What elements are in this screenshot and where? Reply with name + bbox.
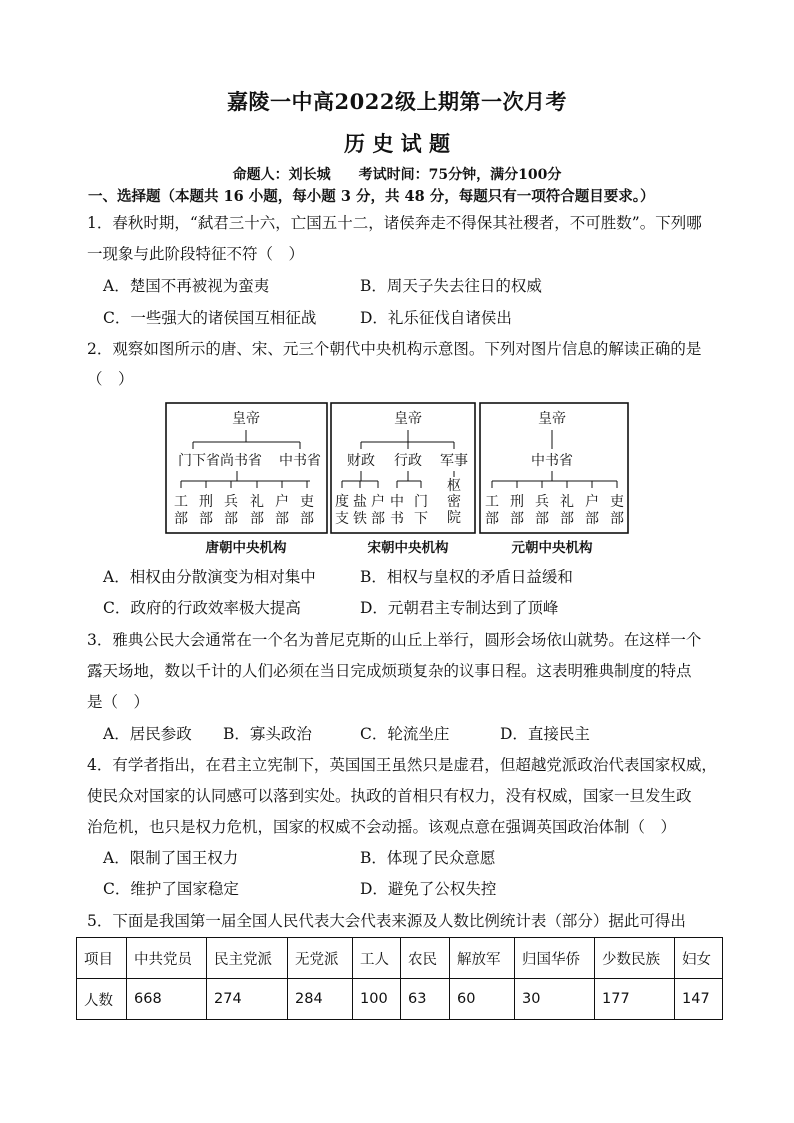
- q2-stem-line1: 2．观察如图所示的唐、宋、元三个朝代中央机构示意图。下列对图片信息的解读正确的是: [87, 340, 702, 358]
- q3-stem-line3: 是（ ）: [87, 693, 150, 711]
- tang-zhongshu: 中书省: [279, 453, 321, 469]
- song-sub-char: 密: [447, 494, 461, 510]
- q1-stem-line2: 一现象与此阶段特征不符（ ）: [87, 245, 305, 263]
- song-sub-char: 院: [447, 510, 461, 526]
- tang-ministry-char: 部: [224, 511, 238, 527]
- q4-stem-line1: 4．有学者指出，在君主立宪制下，英国国王虽然只是虚君，但超越党派政治代表国家权威，: [87, 756, 717, 774]
- yuan-ministry-char: 刑: [510, 494, 524, 510]
- q2-option-c: C．政府的行政效率极大提高: [103, 599, 301, 617]
- q1-stem-line1: 1．春秋时期，“弑君三十六，亡国五十二，诸侯奔走不得保其社稷者，不可胜数”。下列哪: [87, 214, 702, 232]
- q4-stem-line3: 治危机，也只是权力危机，国家的权威不会动摇。该观点意在强调英国政治体制（ ）: [87, 818, 677, 836]
- q1-option-a: A．楚国不再被视为蛮夷: [103, 277, 270, 295]
- song-sub-char: 部: [371, 511, 385, 527]
- song-sub-char: 度: [335, 494, 349, 510]
- exam-meta: [0, 165, 794, 185]
- yuan-ministry-char: 礼: [560, 494, 574, 510]
- tang-ministry-char: 兵: [224, 494, 238, 510]
- q1-option-b: B．周天子失去往日的权威: [360, 277, 542, 295]
- table-cell: 147: [675, 979, 723, 1020]
- table-header-cell: 少数民族: [595, 938, 675, 979]
- yuan-ministry-char: 户: [585, 494, 599, 510]
- song-branch-admin: 行政: [394, 453, 422, 469]
- table-header-cell: 民主党派: [207, 938, 288, 979]
- song-branch-finance: 财政: [347, 453, 375, 469]
- yuan-ministry-char: 工: [485, 494, 499, 510]
- q4-option-a: A．限制了国王权力: [103, 849, 239, 867]
- table-header-row: [77, 938, 723, 979]
- tang-emperor: 皇帝: [232, 411, 260, 427]
- yuan-ministry-char: 部: [560, 511, 574, 527]
- table-cell: 60: [450, 979, 515, 1020]
- song-sub-char: 下: [414, 511, 428, 527]
- song-sub-char: 铁: [353, 511, 367, 527]
- song-sub-char: 盐: [353, 494, 367, 510]
- table-cell: 30: [515, 979, 595, 1020]
- tang-ministry-char: 部: [250, 511, 264, 527]
- table-cell: 100: [353, 979, 401, 1020]
- q2-option-d: D．元朝君主专制达到了顶峰: [360, 599, 559, 617]
- section-heading: 一、选择题（本题共 16 小题，每小题 3 分，共 48 分，每题只有一项符合题目要求。）: [88, 188, 655, 205]
- q2-option-a: A．相权由分散演变为相对集中: [103, 568, 316, 586]
- q1-option-c: C．一些强大的诸侯国互相征战: [103, 309, 317, 327]
- yuan-zhongshu: 中书省: [531, 453, 573, 469]
- q4-stem-line2: 使民众对国家的认同感可以落到实处。执政的首相只有权力，没有权威，国家一旦发生政: [87, 787, 692, 805]
- table-cell: 177: [595, 979, 675, 1020]
- q4-option-b: B．体现了民众意愿: [360, 849, 496, 867]
- song-sub-char: 枢: [447, 478, 461, 494]
- yuan-caption: 元朝中央机构: [511, 540, 593, 556]
- yuan-ministry-char: 吏: [610, 494, 624, 510]
- table-header-cell: 农民: [401, 938, 450, 979]
- subject-title: 历 史 试 题: [344, 131, 450, 156]
- q1-option-d: D．礼乐征伐自诸侯出: [360, 309, 512, 327]
- q2-stem-line2: （ ）: [87, 370, 134, 388]
- tang-ministry-char: 部: [199, 511, 213, 527]
- tang-ministry-char: 吏: [300, 494, 314, 510]
- song-branch-military: 军事: [440, 453, 468, 469]
- table-header-cell: 归国华侨: [515, 938, 595, 979]
- yuan-ministry-char: 部: [585, 511, 599, 527]
- q2-option-b: B．相权与皇权的矛盾日益缓和: [360, 568, 573, 586]
- table-row: [77, 979, 723, 1020]
- song-caption: 宋朝中央机构: [367, 540, 449, 556]
- tang-ministry-char: 工: [174, 494, 188, 510]
- yuan-emperor: 皇帝: [538, 411, 566, 427]
- song-sub-offices: [335, 477, 461, 527]
- q4-option-d: D．避免了公权失控: [360, 880, 497, 898]
- song-sub-char: 门: [414, 494, 428, 510]
- table-header-cell: 项目: [77, 938, 127, 979]
- yuan-ministry-char: 部: [485, 511, 499, 527]
- song-sub-char: 中: [390, 494, 404, 510]
- tang-ministry-char: 刑: [199, 494, 213, 510]
- yuan-ministry-char: 部: [610, 511, 624, 527]
- q3-option-d: D．直接民主: [500, 725, 590, 743]
- table-header-cell: 无党派: [288, 938, 353, 979]
- q3-option-c: C．轮流坐庄: [360, 725, 450, 743]
- exam-info: 考试时间：75分钟，满分100分: [358, 167, 562, 183]
- table-header-cell: 妇女: [675, 938, 723, 979]
- tang-ministry-char: 部: [174, 511, 188, 527]
- yuan-ministry-char: 部: [510, 511, 524, 527]
- tang-ministry-char: 部: [300, 511, 314, 527]
- song-sub-char: 支: [335, 511, 349, 527]
- delegate-statistics-table: [76, 937, 723, 1020]
- q3-stem-line1: 3．雅典公民大会通常在一个名为普尼克斯的山丘上举行，圆形会场依山就势。在这样一个: [87, 631, 702, 649]
- song-emperor: 皇帝: [394, 411, 422, 427]
- q3-option-b: B．寡头政治: [223, 725, 312, 743]
- table-cell: 274: [207, 979, 288, 1020]
- author-label: 命题人：刘长城: [232, 167, 331, 183]
- song-sub-char: 书: [390, 511, 404, 527]
- table-cell: 668: [127, 979, 207, 1020]
- q4-option-c: C．维护了国家稳定: [103, 880, 239, 898]
- table-row-label: 人数: [77, 979, 127, 1020]
- tang-ministry-char: 部: [275, 511, 289, 527]
- exam-title: 嘉陵一中高2022级上期第一次月考: [227, 89, 567, 114]
- tang-ministry-char: 户: [275, 494, 289, 510]
- yuan-ministry-char: 部: [535, 511, 549, 527]
- tang-ministry-char: 礼: [250, 494, 264, 510]
- yuan-ministries: [485, 493, 624, 527]
- q5-stem-line1: 5．下面是我国第一届全国人民代表大会代表来源及人数比例统计表（部分）据此可得出: [87, 912, 686, 930]
- yuan-ministry-char: 兵: [535, 494, 549, 510]
- q3-option-a: A．居民参政: [103, 725, 192, 743]
- table-cell: 63: [401, 979, 450, 1020]
- tang-ministries: [174, 493, 314, 527]
- table-header-cell: 中共党员: [127, 938, 207, 979]
- table-header-cell: 工人: [353, 938, 401, 979]
- song-sub-char: 户: [371, 494, 385, 510]
- central-institutions-diagram: [165, 402, 630, 564]
- tang-caption: 唐朝中央机构: [205, 540, 287, 556]
- q3-stem-line2: 露天场地，数以千计的人们必须在当日完成烦琐复杂的议事日程。这表明雅典制度的特点: [87, 662, 692, 680]
- table-cell: 284: [288, 979, 353, 1020]
- table-header-cell: 解放军: [450, 938, 515, 979]
- tang-menxia-shangshu: 门下省尚书省: [178, 453, 262, 469]
